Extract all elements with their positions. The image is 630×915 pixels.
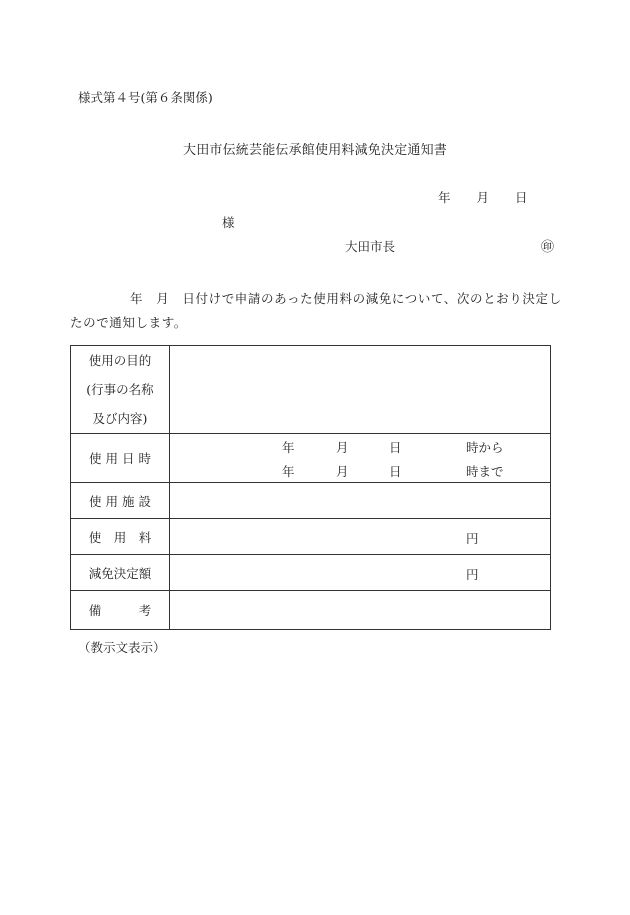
document-title: 大田市伝統芸能伝承館使用料減免決定通知書 [183, 143, 448, 158]
seal-mark: ㊞ [541, 240, 555, 255]
from-time: 時から [466, 440, 504, 455]
fee-label: 使 用 料 [71, 519, 170, 555]
reduction-value[interactable] [170, 555, 551, 591]
to-day: 日 [389, 464, 402, 479]
row-remarks [71, 591, 551, 630]
addressee-honorific: 様 [222, 215, 235, 230]
datetime-label: 使 用 日 時 [71, 434, 170, 483]
fee-value[interactable] [170, 519, 551, 555]
to-month: 月 [336, 464, 349, 479]
sender-name: 大田市長 [345, 239, 396, 254]
facility-value[interactable] [170, 483, 551, 519]
date-day: 日 [515, 190, 528, 205]
form-number: 様式第４号(第６条関係) [78, 90, 213, 105]
purpose-label [71, 346, 170, 434]
from-day: 日 [389, 440, 402, 455]
remarks-label: 備 考 [71, 591, 170, 630]
datetime-from [170, 434, 550, 458]
purpose-label-line-1: 使用の目的 [88, 353, 152, 368]
to-time: 時まで [466, 464, 504, 479]
purpose-label-line-2: (行事の名称 [86, 382, 154, 397]
reduction-label: 減免決定額 [71, 555, 170, 591]
purpose-label-line-3: 及び内容) [92, 411, 148, 426]
notice-body-text: 年 月 日付けで申請のあった使用料の減免について、次のとおり決定したので通知します。 [70, 291, 562, 330]
instruction-note: （教示文表示） [78, 640, 166, 655]
from-month: 月 [336, 440, 349, 455]
to-year: 年 [282, 464, 295, 479]
row-reduction [71, 555, 551, 591]
row-facility [71, 483, 551, 519]
purpose-value[interactable] [170, 346, 551, 434]
fee-unit: 円 [466, 531, 479, 546]
notice-table [70, 345, 551, 630]
notice-body [70, 287, 562, 335]
datetime-to [170, 458, 550, 482]
row-fee [71, 519, 551, 555]
row-datetime [71, 434, 551, 483]
remarks-value[interactable] [170, 591, 551, 630]
date-year: 年 [438, 190, 451, 205]
datetime-value[interactable] [170, 434, 551, 483]
reduction-unit: 円 [466, 567, 479, 582]
row-purpose [71, 346, 551, 434]
date-month: 月 [476, 190, 490, 205]
issue-date [438, 188, 528, 206]
facility-label: 使 用 施 設 [71, 483, 170, 519]
from-year: 年 [282, 440, 295, 455]
